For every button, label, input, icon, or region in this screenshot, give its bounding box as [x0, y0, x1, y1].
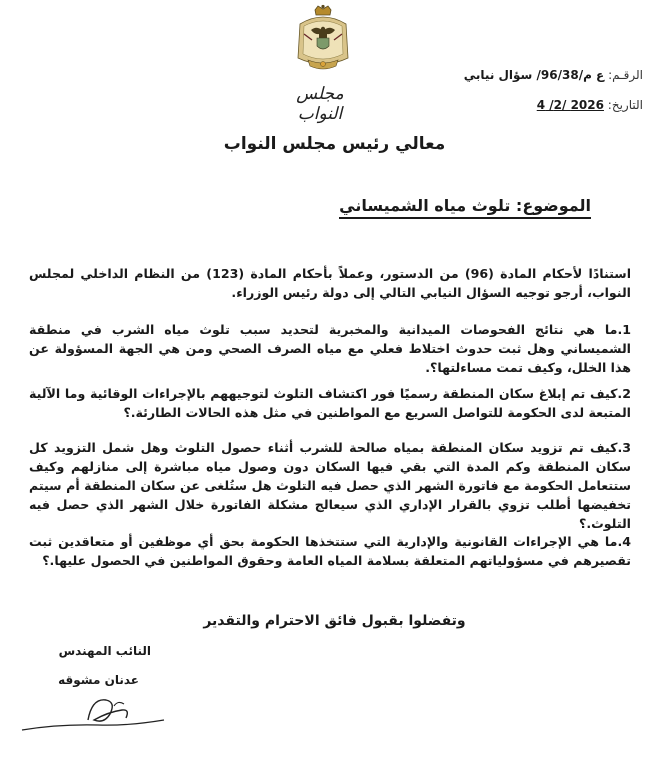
- signature-icon: [18, 690, 168, 736]
- question-4: 4.ما هي الإجراءات القانونية والإدارية التي ستتخذها الحكومة بحق أي موظفين أو متعاقدين ثبت تقصيرهم في مسؤولياتهم المتعلقة بسلامة المياه العامة وحقوق المواطنين في الحصول عليها.؟: [29, 534, 631, 568]
- reference-label: الرقـم:: [608, 68, 643, 82]
- question-2: 2.كيف تم إبلاغ سكان المنطقة رسميًا فور اكتشاف التلوث لتوجيههم بالإجراءات الوقائية وما الآلية المتبعة لدى الحكومة للتواصل السريع مع المواطنين في مثل هذه الحالات الطارئة.؟: [29, 386, 631, 420]
- date-line: [537, 98, 643, 112]
- reference-value: ع م/96/38/ سؤال نيابي: [463, 68, 605, 82]
- closing-line: وتفضلوا بقبول فائق الاحترام والتقدير: [203, 613, 466, 629]
- intro-paragraph: استنادًا لأحكام المادة (96) من الدستور، وعملاً بأحكام المادة (123) من النظام الداخلي لمجلس النواب، أرجو توجيه السؤال النيابي التالي إلى دولة رئيس الوزراء.: [29, 266, 632, 300]
- signatory-title: النائب المهندس: [58, 644, 151, 658]
- date-value: 2026 /2/ 4: [536, 98, 604, 112]
- coat-of-arms-icon: [290, 4, 356, 76]
- parliament-logo-text: مجلس النواب: [296, 84, 344, 124]
- question-3: 3.كيف تم تزويد سكان المنطقة بمياه صالحة للشرب أثناء حصول التلوث وهل شمل التزويد كل سكان المنطقة وكم المدة التي بقي فيها السكان دون وصول مياه مباشرة إلى منازلهم وكيف ستتعامل الحكومة مع فاتورة الشهر الذي حصل فيه التلوث هل ستُلغى عن سكان المنطقة أم سيتم تخفيضها أطلب تزوي بالقرار الإداري الذي سيعالج مشكلة الفاتورة خلال الشهر الذي حصل فيه التلوث.؟: [29, 440, 631, 531]
- date-label: التاريخ:: [607, 98, 643, 112]
- signatory-name: عدنان مشوقه: [58, 673, 139, 687]
- reference-line: [464, 68, 643, 82]
- addressee-heading: معالي رئيس مجلس النواب: [223, 134, 446, 154]
- subject-line: الموضوع: تلوث مياه الشميساني: [339, 196, 591, 219]
- question-1: 1.ما هي نتائج الفحوصات الميدانية والمخبرية لتحديد سبب تلوث مياه الشرب في منطقة الشميساني وهل ثبت حدوث اختلاط فعلي مع مياه الصرف الصحي ومن هي الجهة المسؤولة عن هذا الخلل، وكيف تمت مساءلتها؟.: [29, 322, 631, 375]
